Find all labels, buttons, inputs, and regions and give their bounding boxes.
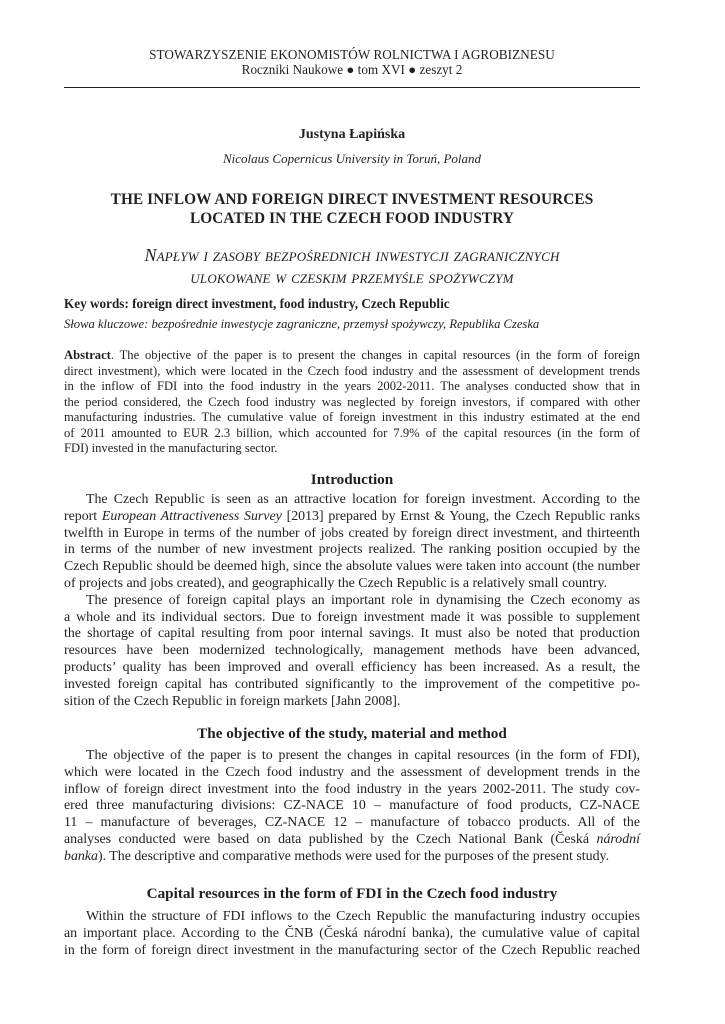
body-line: invested foreign capital has contributed significantly to the improvement of the competitive po-: [64, 676, 640, 692]
author-name: Justyna Łapińska: [298, 127, 406, 142]
abstract-line: manufacturing industries. The cumulative value of foreign investment in this industry estimated at the end: [64, 410, 640, 424]
section-body-introduction: [64, 492, 640, 710]
body-line: ered three manufacturing divisions: CZ-NACE 10 – manufacture of food products, CZ-NACE: [64, 798, 640, 814]
body-line: banka). The descriptive and comparative methods were used for the purposes of the present study.: [64, 848, 610, 864]
abstract-line: of 2011 amounted to EUR 2.3 billion, which accounted for 7.9% of the capital resources (in the form of: [64, 425, 640, 440]
keywords-english: Key words: foreign direct investment, food industry, Czech Republic: [64, 296, 450, 311]
author-affiliation: Nicolaus Copernicus University in Toruń, Poland: [222, 151, 482, 166]
abstract-line: in the inflow of FDI into the food industry in the years 2002-2011. The analyses conducted show that in: [64, 379, 640, 393]
title-english-line: THE INFLOW AND FOREIGN DIRECT INVESTMENT RESOURCES: [110, 191, 594, 208]
body-line: sition of the Czech Republic in foreign markets [Jahn 2008].: [64, 693, 401, 709]
body-line: inflow of foreign direct investment into the food industry in the years 2002-2011. The study cov-: [64, 781, 640, 797]
body-line: the shortage of capital resulting from poor internal savings. It must also be noted that production: [64, 626, 640, 642]
body-line: report European Attractiveness Survey [2013] prepared by Ernst & Young, the Czech Republic ranks: [64, 508, 640, 524]
italic-term: banka: [64, 848, 98, 864]
title-english: [64, 190, 640, 228]
abstract-line: the period considered, the Czech food industry was neglected by foreign investors, if compared with other: [64, 394, 640, 409]
body-line: twelfth in Europe in terms of the number of jobs created by foreign direct investment, and thirteenth: [64, 525, 640, 541]
header-rule: [64, 87, 640, 88]
section-heading-introduction: Introduction: [310, 471, 394, 488]
page-header: [64, 0, 640, 77]
title-english-line: LOCATED IN THE CZECH FOOD INDUSTRY: [189, 210, 514, 227]
body-line: The presence of foreign capital plays an important role in dynamising the Czech economy as: [86, 592, 640, 608]
body-line: The Czech Republic is seen as an attractive location for foreign investment. According to the: [86, 492, 640, 507]
journal-header: [64, 47, 640, 77]
abstract: [64, 348, 640, 457]
journal-publisher: STOWARZYSZENIE EKONOMISTÓW ROLNICTWA I AGROBIZNESU: [149, 47, 555, 62]
section-heading-capital: Capital resources in the form of FDI in the Czech food industry: [146, 885, 558, 902]
abstract-line: direct investment), which were located in the Czech food industry and the assessment of development trends: [64, 363, 640, 378]
section-heading-objective: The objective of the study, material and method: [197, 725, 507, 742]
body-line: Czech Republic should be deemed high, since the absolute values were taken into account (the number: [64, 559, 640, 575]
body-line: in terms of the number of new investment projects realized. The ranking position occupied by the: [64, 542, 640, 558]
body-line: of projects and jobs created), and geographically the Czech Republic is a relatively small country.: [64, 575, 607, 591]
abstract-line: FDI) invested in the manufacturing sector.: [64, 441, 278, 455]
body-line: a whole and its individual sectors. Due to foreign investment made it was possible to supplement: [64, 609, 640, 625]
title-polish-line: Napływ i zasoby bezpośrednich inwestycji zagranicznych: [144, 245, 560, 265]
body-line: 11 – manufacture of beverages, CZ-NACE 12 – manufacture of tobacco products. All of the: [64, 815, 640, 831]
body-line: resources have been modernized technologically, management methods have been advanced,: [64, 643, 640, 659]
journal-volume: Roczniki Naukowe ● tom XVI ● zeszyt 2: [241, 62, 463, 77]
title-polish: [64, 244, 640, 288]
keywords-polish: Słowa kluczowe: bezpośrednie inwestycje zagraniczne, przemysł spożywczy, Republika Czeska: [64, 317, 540, 331]
body-line: Within the structure of FDI inflows to the Czech Republic the manufacturing industry occupies: [86, 909, 640, 924]
body-line: products’ quality has been improved and overall efficiency has been increased. As a result, the: [64, 659, 640, 675]
body-line: The objective of the paper is to present the changes in capital resources (in the form of FDI),: [86, 748, 640, 763]
body-line: in the form of foreign direct investment in the manufacturing sector of the Czech Republic reached: [64, 942, 640, 958]
abstract-line: . The objective of the paper is to present the changes in capital resources (in the form of foreign: [110, 348, 640, 362]
section-body-objective: [64, 748, 640, 866]
section-body-capital: [64, 909, 640, 959]
body-line: analyses conducted were based on data published by the Czech National Bank (Česká národní: [64, 831, 640, 847]
title-polish-line: ulokowane w czeskim przemyśle spożywczym: [190, 267, 514, 287]
body-line: which were located in the Czech food industry and the assessment of development trends in the: [64, 764, 640, 780]
body-line: an important place. According to the ČNB (Česká národní banka), the cumulative value of capital: [64, 925, 640, 941]
italic-title: European Attractiveness Survey: [101, 508, 282, 524]
italic-term: národní: [596, 831, 640, 847]
abstract-label: Abstract: [64, 348, 111, 362]
